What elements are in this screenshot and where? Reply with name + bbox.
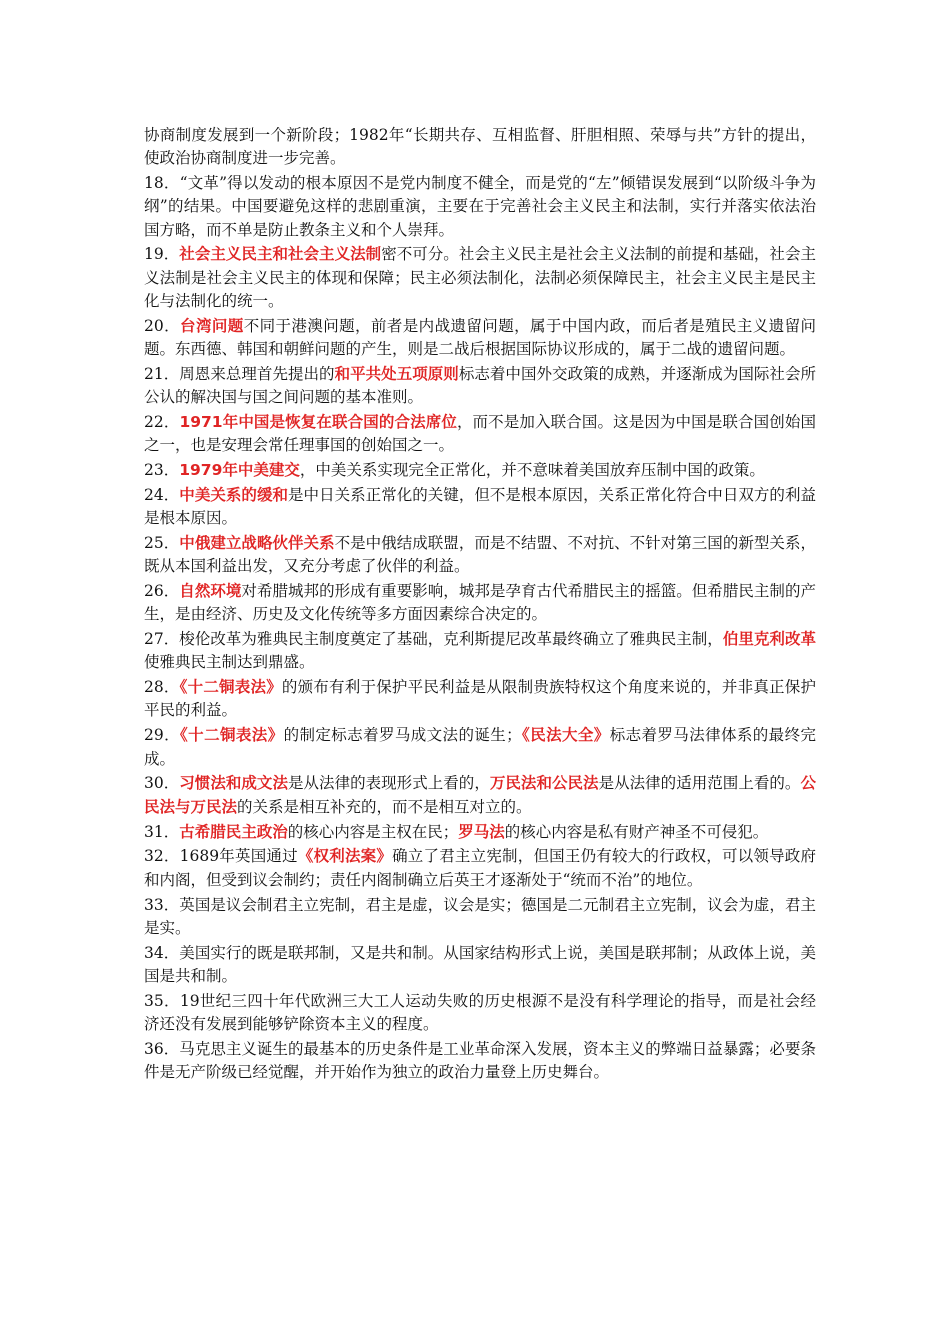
paragraph — [144, 676, 816, 722]
paragraph-text: 36．马克思主义诞生的最基本的历史条件是工业革命深入发展，资本主义的弊端日益暴露；必要条件是无产阶级已经觉醒，并开始作为独立的政治力量登上历史舞台。 — [144, 1039, 816, 1081]
paragraph — [144, 459, 816, 482]
paragraph-text: 21．周恩来总理首先提出的 — [144, 364, 335, 383]
paragraph-text: 标志着中国外交政策的成熟，并逐渐成为国际社会所公认的解决国与国之间问题的基本准则。 — [144, 364, 816, 406]
highlighted-term: 1971年中国是恢复在联合国的合法席位 — [179, 412, 457, 431]
paragraph — [144, 243, 816, 313]
paragraph — [144, 580, 816, 626]
paragraph-text: 26． — [144, 582, 180, 601]
paragraph-text: 的颁布有利于保护平民利益是从限制贵族特权这个角度来说的，并非真正保护平民的利益。 — [144, 678, 816, 720]
highlighted-term: 台湾问题 — [180, 316, 244, 335]
paragraph-text: 35．19世纪三四十年代欧洲三大工人运动失败的历史根源不是没有科学理论的指导，而是社会经济还没有发展到能够铲除资本主义的程度。 — [144, 991, 816, 1033]
highlighted-term: 公民法与万民法 — [144, 774, 816, 816]
highlighted-term: 社会主义民主和社会主义法制 — [179, 245, 382, 264]
paragraph-text: 25． — [144, 533, 180, 552]
paragraph-text: 是从法律的表现形式上看的， — [287, 774, 490, 793]
paragraph-text: 确立了君主立宪制，但国王仍有较大的行政权，可以领导政府和内阁，但受到议会制约；责任内阁制确立后英王才逐渐处于“统而不治”的地位。 — [144, 847, 816, 889]
highlighted-term: 中美关系的缓和 — [179, 485, 289, 504]
paragraph-text: 22． — [144, 412, 180, 431]
paragraph — [144, 628, 816, 674]
paragraph — [144, 821, 816, 844]
paragraph-text: 24． — [144, 485, 180, 504]
paragraph-text: 20． — [144, 316, 181, 335]
paragraph — [144, 172, 816, 242]
highlighted-term: 和平共处五项原则 — [334, 364, 459, 383]
highlighted-term: 《十二铜表法》 — [179, 678, 282, 697]
highlighted-term: 万民法和公民法 — [489, 774, 599, 793]
paragraph-text: 协商制度发展到一个新阶段；1982年“长期共存、互相监督、肝胆相照、荣辱与共”方针的提出，使政治协商制度进一步完善。 — [144, 126, 816, 168]
paragraph — [144, 845, 816, 891]
highlighted-term: 自然环境 — [179, 582, 242, 601]
paragraph-text: ，中美关系实现完全正常化，并不意味着美国放弃压制中国的政策。 — [299, 460, 765, 479]
paragraph-text: 使雅典民主制达到鼎盛。 — [144, 653, 315, 672]
paragraph-text: 29． — [144, 726, 181, 745]
paragraph — [144, 124, 816, 170]
document-body — [144, 124, 816, 1086]
paragraph — [144, 990, 816, 1036]
paragraph-text: 33．英国是议会制君主立宪制，君主是虚，议会是实；德国是二元制君主立宪制，议会为虚，君主是实。 — [144, 895, 816, 937]
paragraph-text: 不同于港澳问题，前者是内战遗留问题，属于中国内政，而后者是殖民主义遗留问题。东西德、韩国和朝鲜问题的产生，则是二战后根据国际协议形成的，属于二战的遗留问题。 — [144, 316, 816, 358]
highlighted-term: 1979年中美建交 — [179, 460, 300, 479]
highlighted-term: 伯里克利改革 — [722, 630, 816, 649]
paragraph — [144, 532, 816, 578]
paragraph-text: 32．1689年英国通过 — [144, 847, 298, 866]
paragraph-text: 是从法律的适用范围上看的。 — [598, 774, 801, 793]
paragraph — [144, 1038, 816, 1084]
paragraph-text: 18．“文革”得以发动的根本原因不是党内制度不健全，而是党的“左”倾错误发展到“以阶级斗争为纲”的结果。中国要避免这样的悲剧重演，主要在于完善社会主义民主和法制，实行并落实依法治国方略，而不单是防止教条主义和个人崇拜。 — [144, 174, 816, 239]
highlighted-term: 罗马法 — [458, 822, 505, 841]
highlighted-term: 中俄建立战略伙伴关系 — [179, 533, 335, 552]
paragraph-text: 不是中俄结成联盟，而是不结盟、不对抗、不针对第三国的新型关系，既从本国利益出发，又充分考虑了伙伴的利益。 — [144, 533, 816, 576]
paragraph — [144, 363, 816, 409]
highlighted-term: 《十二铜表法》 — [180, 726, 284, 745]
paragraph-text: 23． — [144, 460, 180, 479]
paragraph-text: 是中日关系正常化的关键，但不是根本原因，关系正常化符合中日双方的利益是根本原因。 — [144, 485, 816, 528]
paragraph-text: 的核心内容是私有财产神圣不可侵犯。 — [504, 822, 769, 841]
paragraph-text: 30． — [144, 774, 180, 793]
paragraph-text: 的关系是相互补充的，而不是相互对立的。 — [237, 797, 532, 816]
paragraph-text: ，而不是加入联合国。这是因为中国是联合国创始国之一，也是安理会常任理事国的创始国之一。 — [144, 412, 816, 455]
paragraph — [144, 315, 816, 361]
paragraph-text: 34．美国实行的既是联邦制，又是共和制。从国家结构形式上说，美国是联邦制；从政体上说，美国是共和制。 — [144, 943, 816, 985]
paragraph-text: 密不可分。社会主义民主是社会主义法制的前提和基础，社会主义法制是社会主义民主的体现和保障；民主必须法制化，法制必须保障民主，社会主义民主是民主化与法制化的统一。 — [144, 245, 816, 310]
highlighted-term: 《权利法案》 — [297, 847, 393, 866]
paragraph — [144, 411, 816, 457]
paragraph-text: 27．梭伦改革为雅典民主制度奠定了基础，克利斯提尼改革最终确立了雅典民主制， — [144, 630, 723, 649]
highlighted-term: 《民法大全》 — [521, 726, 610, 745]
paragraph — [144, 484, 816, 530]
highlighted-term: 古希腊民主政治 — [179, 822, 288, 841]
paragraph — [144, 942, 816, 988]
paragraph-text: 的制定标志着罗马成文法的诞生； — [283, 726, 522, 745]
paragraph — [144, 724, 816, 770]
paragraph-text: 28． — [144, 678, 180, 697]
paragraph — [144, 894, 816, 940]
paragraph — [144, 772, 816, 818]
paragraph-text: 对希腊城邦的形成有重要影响，城邦是孕育古代希腊民主的摇篮。但希腊民主制的产生，是由经济、历史及文化传统等多方面因素综合决定的。 — [144, 582, 816, 624]
highlighted-term: 习惯法和成文法 — [179, 774, 288, 793]
paragraph-text: 的核心内容是主权在民； — [287, 822, 459, 841]
paragraph-text: 19． — [144, 245, 180, 264]
paragraph-text: 31． — [144, 822, 180, 841]
paragraph-text: 标志着罗马法律体系的最终完成。 — [144, 726, 816, 768]
